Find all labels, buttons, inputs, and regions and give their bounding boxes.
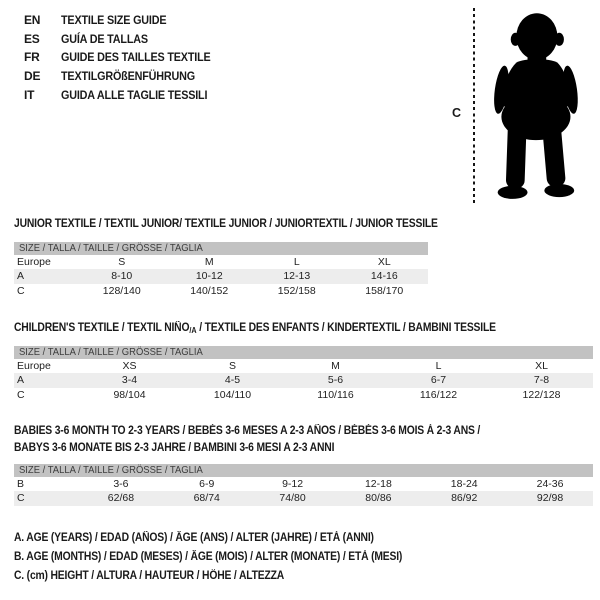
babies-section-heading: BABIES 3-6 MONTH TO 2-3 YEARS / BEBÉS 3-6 MESES A 2-3 AÑOS / BÉBÉS 3-6 MOIS À 2-3 ANS / BABYS 3-6 MONATE BIS 2-3 JAHRE / BAMBINI 3-6 MESI A 2-3 ANNI — [14, 425, 481, 454]
lang-title: GUIDA ALLE TAGLIE TESSILI — [61, 87, 208, 102]
lang-code: IT — [24, 87, 35, 102]
table-row-age: A 3-4 4-5 5-6 6-7 7-8 — [14, 373, 593, 388]
table-row-height: C 98/104 104/110 110/116 116/122 122/128 — [17, 388, 561, 401]
lang-title: TEXTILGRÖßENFÜHRUNG — [61, 69, 195, 84]
lang-row-it — [24, 85, 227, 104]
height-measure-label: C — [452, 106, 462, 120]
junior-size-table — [14, 242, 428, 298]
nino-a-subscript: /A — [189, 326, 197, 335]
lang-title: TEXTILE SIZE GUIDE — [61, 13, 167, 28]
children-size-table — [14, 346, 593, 402]
table-row-europe: Europe S M L XL — [17, 255, 391, 268]
lang-row-es — [24, 30, 227, 49]
baby-silhouette-icon — [479, 5, 591, 209]
lang-code: DE — [24, 69, 41, 84]
lang-code: EN — [24, 13, 41, 28]
babies-size-table — [14, 464, 593, 506]
size-header-bar — [14, 346, 593, 359]
note-height-cm: C. (cm) HEIGHT / ALTURA / HAUTEUR / HÖHE / ALTEZZA — [14, 570, 285, 583]
lang-code: FR — [24, 50, 40, 65]
table-row-height: C 128/140 140/152 152/158 158/170 — [17, 284, 404, 297]
table-row-europe: Europe XS S M L XL — [17, 359, 548, 372]
language-title-list — [24, 11, 227, 104]
lang-row-fr — [24, 48, 227, 67]
table-row-months: B 3-6 6-9 9-12 12-18 18-24 24-36 — [17, 477, 564, 490]
height-measure-dashed-line — [473, 8, 475, 206]
table-row-height: C 62/68 68/74 74/80 80/86 86/92 92/98 — [14, 491, 593, 506]
junior-section-heading: JUNIOR TEXTILE / TEXTIL JUNIOR/ TEXTILE JUNIOR / JUNIORTEXTIL / JUNIOR TESSILE — [14, 218, 438, 230]
size-header-label: SIZE / TALLA / TAILLE / GRÖSSE / TAGLIA — [19, 346, 203, 358]
note-age-years: A. AGE (YEARS) / EDAD (AÑOS) / ÂGE (ANS) / ALTER (JAHRE) / ETÀ (ANNI) — [14, 532, 374, 544]
table-row-age: A 8-10 10-12 12-13 14-16 — [14, 269, 428, 284]
lang-code: ES — [24, 31, 40, 46]
note-age-months: B. AGE (MONTHS) / EDAD (MESES) / ÂGE (MOIS) / ALTER (MONATE) / ETÀ (MESI) — [14, 551, 403, 564]
size-header-label: SIZE / TALLA / TAILLE / GRÖSSE / TAGLIA — [19, 242, 203, 254]
children-section-heading: CHILDREN'S TEXTILE / TEXTIL $NIÑO_{/A}$ / TEXTILE DES ENFANTS / KINDERTEXTIL / BAMBINI TESSILE — [14, 322, 496, 335]
lang-row-de — [24, 67, 227, 86]
size-header-label: SIZE / TALLA / TAILLE / GRÖSSE / TAGLIA — [19, 464, 203, 476]
lang-title: GUIDE DES TAILLES TEXTILE — [61, 50, 211, 65]
lang-title: GUÍA DE TALLAS — [61, 31, 148, 46]
legend-notes — [14, 529, 445, 587]
size-header-bar — [14, 242, 428, 255]
lang-row-en — [24, 11, 227, 30]
size-header-bar — [14, 464, 593, 477]
